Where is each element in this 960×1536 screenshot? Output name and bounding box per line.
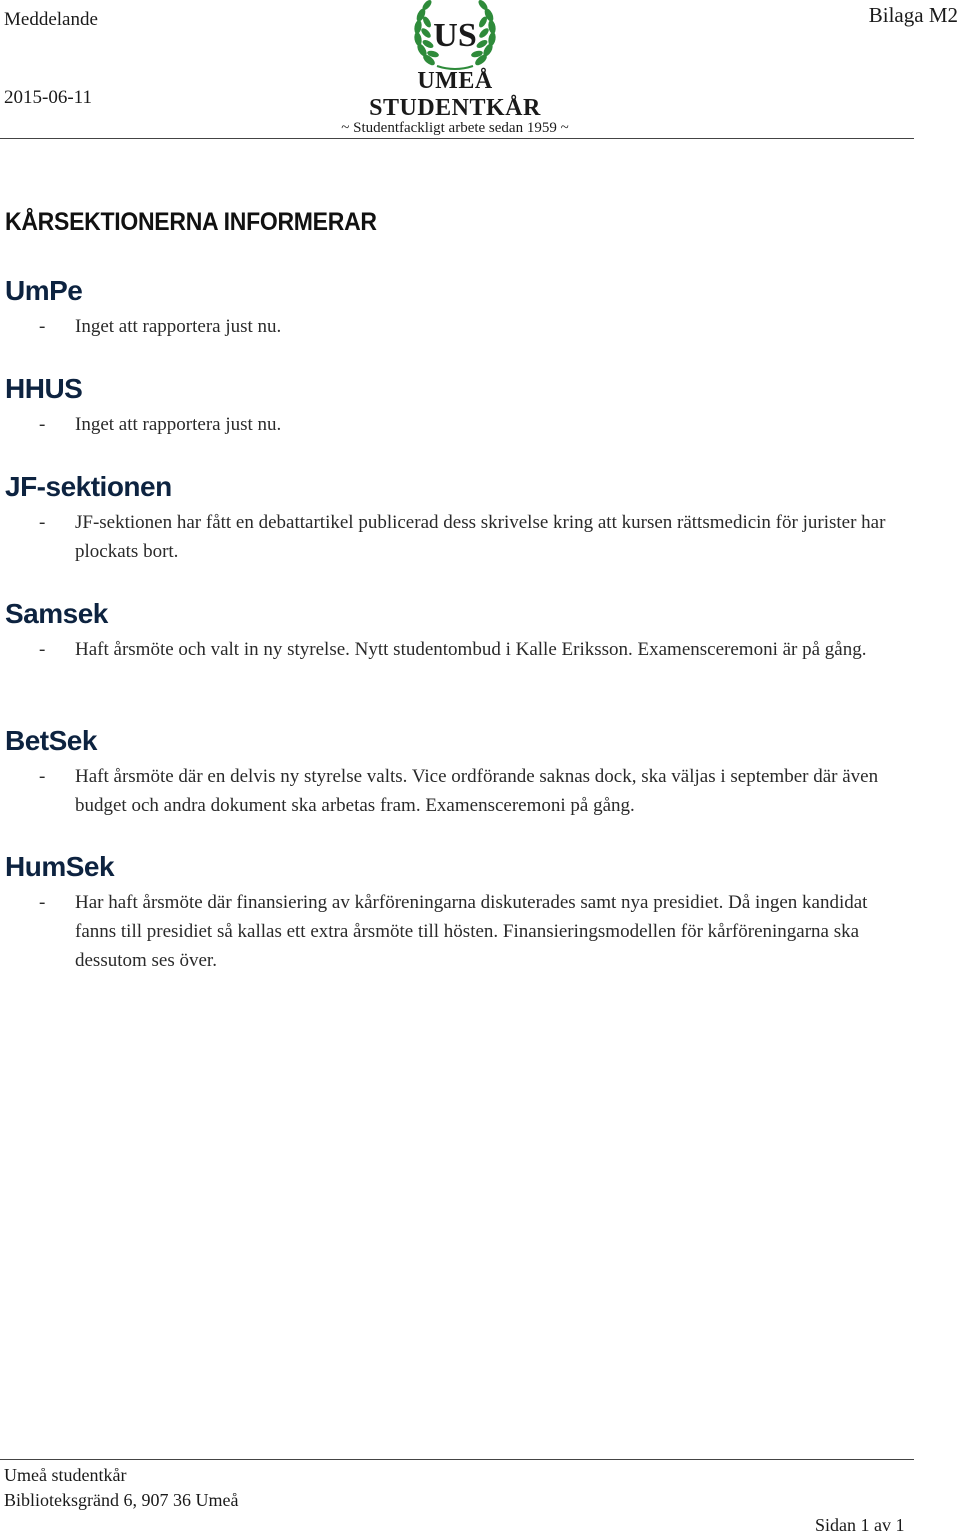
page-title: KÅRSEKTIONERNA INFORMERAR	[5, 208, 377, 236]
attachment-label: Bilaga M2	[868, 3, 958, 27]
list-item-text: JF-sektionen har fått en debattartikel publicerad dess skrivelse kring att kursen rättsmedicin för jurister har plockats bort.	[75, 512, 886, 562]
section-betsek	[5, 724, 905, 820]
section-heading: UmPe	[5, 275, 83, 306]
list-item	[5, 410, 905, 439]
list-item	[5, 888, 905, 975]
bullet-dash: -	[39, 316, 46, 337]
section-hhus	[5, 372, 905, 439]
footer-divider	[0, 1459, 914, 1460]
bullet-dash: -	[39, 766, 46, 787]
section-heading: BetSek	[5, 725, 97, 756]
list-item-text: Inget att rapportera just nu.	[75, 316, 282, 337]
bullet-dash: -	[39, 639, 46, 660]
document-type: Meddelande	[4, 9, 98, 30]
bullet-dash: -	[39, 512, 46, 533]
logo-tagline: ~ Studentfackligt arbete sedan 1959 ~	[341, 120, 569, 136]
footer-address: Biblioteksgränd 6, 907 36 Umeå	[4, 1490, 239, 1510]
section-humsek	[5, 850, 905, 975]
bullet-dash: -	[39, 892, 46, 913]
laurel-wreath-icon	[407, 0, 503, 72]
document-date: 2015-06-11	[4, 87, 92, 108]
list-item-text: Inget att rapportera just nu.	[75, 414, 282, 435]
section-heading: HumSek	[5, 851, 115, 882]
section-jf-sektionen	[5, 470, 905, 566]
list-item	[5, 508, 905, 566]
list-item-text: Haft årsmöte och valt in ny styrelse. Nytt studentombud i Kalle Eriksson. Examensceremoni är på gång.	[75, 639, 867, 660]
section-umpe	[5, 274, 905, 341]
list-item-text: Har haft årsmöte där finansiering av kårföreningarna diskuterades samt nya presidiet. Då ingen kandidat fanns till presidiet så kallas ett extra årsmöte till hösten. Finansieringsmodellen för kårföreningarna ska dessutom ses över.	[75, 892, 868, 971]
list-item	[5, 762, 905, 820]
logo-name: UMEÅ STUDENTKÅR	[369, 68, 541, 121]
umea-studentkar-logo	[330, 0, 580, 136]
section-heading: Samsek	[5, 598, 108, 629]
list-item	[5, 312, 905, 341]
logo-monogram: US	[433, 17, 477, 54]
header-divider	[0, 138, 914, 139]
list-item	[5, 635, 905, 664]
section-samsek	[5, 597, 905, 664]
bullet-dash: -	[39, 414, 46, 435]
footer-organization: Umeå studentkår	[4, 1465, 127, 1485]
section-heading: JF-sektionen	[5, 471, 172, 502]
page-number: Sidan 1 av 1	[815, 1515, 905, 1535]
section-heading: HHUS	[5, 373, 83, 404]
list-item-text: Haft årsmöte där en delvis ny styrelse valts. Vice ordförande saknas dock, ska väljas i september där även budget och andra dokument ska arbetas fram. Examensceremoni på gång.	[75, 766, 879, 816]
